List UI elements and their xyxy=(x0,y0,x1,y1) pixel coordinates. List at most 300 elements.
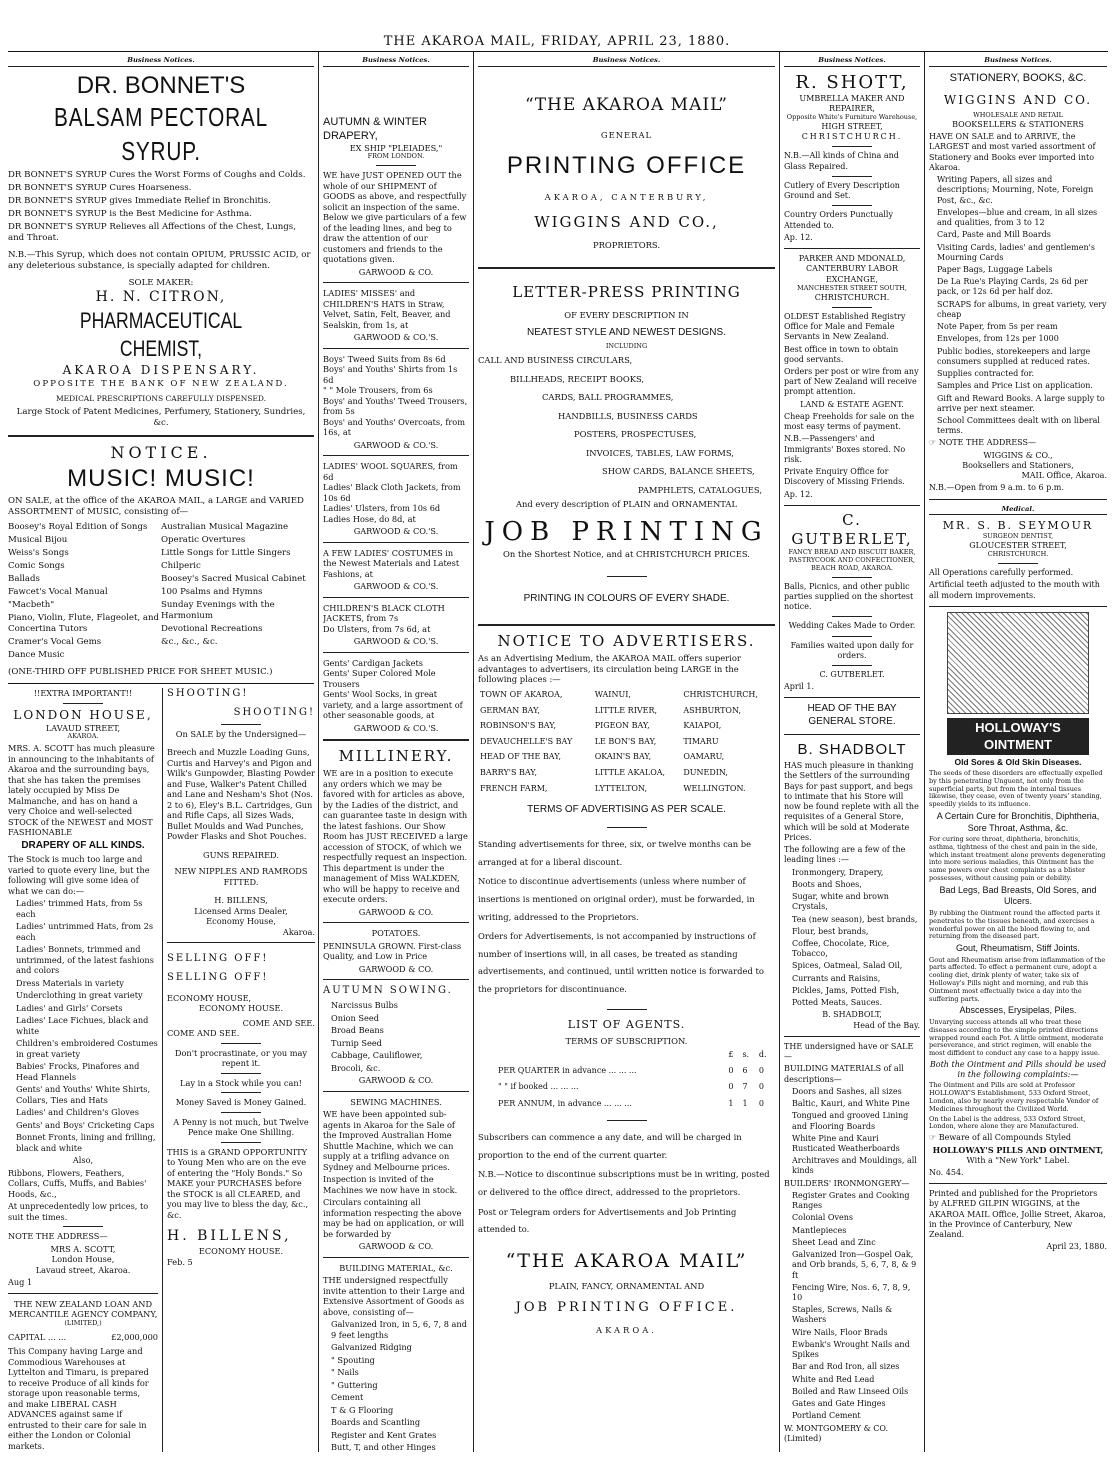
bronchitis-text: For curing sore throat, diphtheria, bronchitis, asthma, tightness of the chest and pain in the side, which instant treatment alone prevents degenerating into more serious maladies, this Ointment has the same powers over chest complaints as a blister possesses, without causing pain or debility. xyxy=(929,835,1106,883)
shott-nb: N.B.—All kinds of China and Glass Repaired. xyxy=(784,151,899,171)
booksellers-stationers: Booksellers and Stationers, xyxy=(962,460,1074,470)
column-1b xyxy=(167,688,315,1452)
money-saved: Money Saved is Money Gained. xyxy=(175,1097,307,1108)
iron-item: Portland Cement xyxy=(792,1411,861,1421)
economy-house: ECONOMY HOUSE, xyxy=(167,992,252,1003)
date: Aug 1 xyxy=(8,1277,33,1288)
enquiry-office: Private Enquiry Office for Discovery of Missing Friends. xyxy=(784,467,905,487)
building-item: Cement xyxy=(331,1392,364,1403)
store-items xyxy=(784,868,920,1009)
beach-road: BEACH ROAD, AKAROA. xyxy=(811,563,893,572)
table-row xyxy=(478,781,775,797)
on-sale: On SALE by the Undersigned— xyxy=(175,728,307,739)
abscesses-text: Unvarying success attends all who treat these diseases according to the simple printed directions wrapped round each Pot. A little ointment, moderate perseverance, and strict regimen, will enable the most diffident to conduct any case to a happy issue. xyxy=(929,1017,1104,1058)
booksellers: BOOKSELLERS & STATIONERS xyxy=(952,119,1084,129)
surgeon-dentist: SURGEON DENTIST, xyxy=(982,532,1054,541)
place: WELLINGTON. xyxy=(683,783,746,793)
item: Bonnet Fronts, lining and frilling, black and white xyxy=(16,1132,156,1153)
material-item: Doors and Sashes, all sizes xyxy=(792,1086,902,1096)
address-line: MRS A. SCOTT, xyxy=(50,1243,116,1254)
cell: 0 xyxy=(758,1082,765,1092)
cell: 0 xyxy=(758,1098,765,1108)
stationery-item: School Committees dealt with on liberal terms. xyxy=(937,416,1100,436)
beware-label: Beware of all Compounds Styled xyxy=(938,1133,1071,1143)
large-stock: Large Stock of Patent Medicines, Perfumery, Stationery, Sundries, &c. xyxy=(16,407,306,429)
pills-sold: The Ointment and Pills are sold at Professor HOLLOWAY'S Establishment, 533 Oxford Street, London, also by nearly every respectable Vendor of Medicines throughout the Civilized World. xyxy=(929,1081,1099,1113)
ribbons: Ribbons, Flowers, Feathers, Collars, Cuffs, Muffs, and Babies' Hoods, &c., xyxy=(8,1167,147,1199)
issue-date: April 23, 1880. xyxy=(1046,1242,1107,1252)
music-item: &c., &c., &c. xyxy=(161,637,218,648)
bonnet-lines xyxy=(8,170,314,244)
date: April 1. xyxy=(784,682,815,692)
place: LITTLE RIVER, xyxy=(594,705,658,715)
billens-signature: H. BILLENS, xyxy=(167,1228,292,1245)
place: OAMARU, xyxy=(683,752,725,762)
limited: (LIMITED,) xyxy=(64,1318,102,1327)
store-item: Sugar, white and brown Crystals, xyxy=(792,892,889,912)
masthead-rule xyxy=(8,51,1108,52)
iron-item: Ewbank's Wrought Nails and Spikes xyxy=(792,1339,910,1360)
come-and-see: COME AND SEE. xyxy=(167,1028,240,1039)
garwood: GARWOOD & CO. xyxy=(358,1241,434,1252)
scott-text: MRS. A. SCOTT has much pleasure in announcing to the inhabitants of Akaroa and the surrounding bays, that she has taken the premises lately occupied by Miss De Malmanche, and has on hand a very Choice and well-selected STOCK of the NEWEST and MOST FASHIONABLE xyxy=(8,743,155,838)
place: WAINUI, xyxy=(594,690,631,699)
garwoods: GARWOOD & CO.'S. xyxy=(353,439,439,450)
table-row xyxy=(478,765,775,781)
date: Feb. 5 xyxy=(167,1256,193,1267)
print-lines xyxy=(478,351,775,499)
christchurch: CHRISTCHURCH. xyxy=(814,292,890,302)
column-2 xyxy=(323,56,469,1452)
building-items xyxy=(323,1319,469,1452)
item: Ladies' Lace Fichues, black and white xyxy=(16,1015,149,1036)
head-of-bay: Head of the Bay. xyxy=(853,1020,920,1030)
date: Ap. 12. xyxy=(784,232,813,242)
note-address: NOTE THE ADDRESS— xyxy=(8,1231,108,1242)
post-telegram: Post or Telegram orders for Advertisements and Job Printing attended to. xyxy=(478,1206,737,1235)
store-item: Tea (new season), best brands, xyxy=(792,914,918,924)
bonnet-line: DR BONNET'S SYRUP Relieves all Affections of the Chest, Lungs, and Throat. xyxy=(8,221,296,243)
iron-item: White and Red Lead xyxy=(792,1374,875,1384)
address-line: London House, xyxy=(51,1254,115,1265)
column-header: £ xyxy=(728,1049,734,1059)
place: FRENCH FARM, xyxy=(480,783,548,793)
notice-advertisers: NOTICE TO ADVERTISERS. xyxy=(497,631,756,650)
section-header: Business Notices. xyxy=(323,56,469,67)
gout-text: Gout and Rheumatism arise from inflammation of the parts affected. To effect a permanent cure, adopt a cooling diet, drink plenty of water, take six of Holloway's Pills night and morning, and rub this Ointment most effectually twice a day into the suffering parts. xyxy=(929,955,1106,1003)
lavaud-street: LAVAUD STREET, xyxy=(45,722,121,733)
sub-label: " " if booked ... ... ... xyxy=(498,1082,579,1092)
table-row xyxy=(478,1047,775,1063)
stock-text: The Stock is much too large and varied to quote every line, but the following will give some idea of what we can do:— xyxy=(8,854,150,896)
cg-signature: C. GUTBERLET. xyxy=(819,669,885,679)
old-sores-heading: Old Sores & Old Skin Diseases. xyxy=(954,757,1082,768)
music-item: Little Songs for Little Singers xyxy=(161,548,291,559)
nipples-ramrods: NEW NIPPLES AND RAMRODS FITTED. xyxy=(174,866,308,887)
job-printing-office: JOB PRINTING OFFICE. xyxy=(515,1300,738,1316)
selling-off: SELLING OFF! xyxy=(167,953,269,965)
mail-office: MAIL Office, Akaroa. xyxy=(1021,471,1107,481)
guns-repaired: GUNS REPAIRED. xyxy=(203,849,279,860)
item: Children's embroidered Costumes in great variety xyxy=(16,1038,158,1059)
costumes: A FEW LADIES' COSTUMES in the Newest Materials and Latest Fashions, at xyxy=(323,547,460,579)
shott: R. SHOTT, xyxy=(795,71,909,93)
country-orders: Country Orders Punctually Attended to. xyxy=(784,210,893,230)
music-item: Operatic Overtures xyxy=(161,535,246,546)
place: BARRY'S BAY, xyxy=(480,767,538,777)
table-row xyxy=(478,1079,775,1095)
bonnet-line: DR BONNET'S SYRUP is the Best Medicine for Asthma. xyxy=(8,208,252,219)
akaroa-mail-footer: “THE AKAROA MAIL” xyxy=(505,1249,748,1272)
letterpress: LETTER-PRESS PRINTING xyxy=(512,282,741,301)
bonnet-line: DR BONNET'S SYRUP gives Immediate Relief in Bronchitis. xyxy=(8,195,271,206)
garwoods: GARWOOD & CO.'S. xyxy=(353,526,439,537)
stationery-item: Visiting Cards, ladies' and gentlemen's Mourning Cards xyxy=(937,242,1095,262)
stationery-item: Public bodies, storekeepers and large consumers supplied at reduced rates. xyxy=(937,346,1091,366)
bonnet-nb: N.B.—This Syrup, which does not contain OPIUM, PRUSSIC ACID, or any deleterious substance, is specially adapted for children. xyxy=(8,249,311,271)
proprietors: PROPRIETORS. xyxy=(592,239,661,250)
divider xyxy=(167,942,315,943)
artificial-teeth: Artificial teeth adjusted to the mouth with all modern improvements. xyxy=(929,580,1100,600)
bronchitis-heading: A Certain Cure for Bronchitis, Diphtheria, Sore Throat, Asthma, &c. xyxy=(936,811,1100,833)
table-row xyxy=(478,734,775,750)
oldest-registry: OLDEST Established Registry Office for Male and Female Servants in New Zealand. xyxy=(784,311,906,342)
iron-item: Register Grates and Cooking Ranges xyxy=(792,1190,910,1211)
colours: PRINTING IN COLOURS OF EVERY SHADE. xyxy=(523,592,730,604)
item: Ladies' trimmed Hats, from 5s each xyxy=(16,898,143,919)
material-item: Architraves and Mouldings, all kinds xyxy=(792,1156,917,1176)
section-header-medical: Medical. xyxy=(929,505,1107,516)
list-of-agents: LIST OF AGENTS. xyxy=(567,1017,686,1031)
come-and-see: COME AND SEE. xyxy=(242,1017,315,1028)
beware xyxy=(929,1133,1107,1143)
table-row xyxy=(478,1063,775,1079)
every-plain: And every description of PLAIN and ORNAMENTAL xyxy=(515,499,738,509)
stationery-item: Note Paper, from 5s per ream xyxy=(937,322,1058,332)
column-divider xyxy=(779,52,780,1452)
bonnet-line: DR BONNET'S SYRUP Cures the Worst Forms of Coughs and Colds. xyxy=(8,169,306,180)
column-1-top xyxy=(8,56,314,680)
seed-item: Onion Seed xyxy=(331,1012,379,1023)
akaroa: Akaroa. xyxy=(282,926,315,937)
best-office: Best office in town to obtain good servants. xyxy=(784,344,899,364)
cell: 1 xyxy=(728,1098,734,1108)
penny: A Penny is not much, but Twelve Pence make One Shilling. xyxy=(173,1116,309,1138)
orders-post: Orders per post or wire from any part of New Zealand will receive prompt attention. xyxy=(784,367,919,397)
store-item: Flour, best brands, xyxy=(792,926,869,936)
christchurch: CHRISTCHURCH. xyxy=(987,550,1049,559)
advertising-text: As an Advertising Medium, the AKAROA MAIL offers superior advantages to advertisers, its circulation being LARGE in the following places :— xyxy=(478,652,741,685)
music-item: Musical Bijou xyxy=(8,535,68,546)
iron-item: Colonial Ovens xyxy=(792,1213,853,1223)
garwoods: GARWOOD & CO.'S. xyxy=(353,636,439,647)
divider xyxy=(784,697,920,698)
divider xyxy=(784,505,920,506)
stationery-item: De La Rue's Playing Cards, 2s 6d per pack, or 12s 6d per half doz. xyxy=(937,277,1088,297)
cell: 0 xyxy=(728,1065,734,1075)
print-line: CALL AND BUSINESS CIRCULARS, xyxy=(478,355,633,366)
table-row xyxy=(478,718,775,734)
column-divider xyxy=(473,52,474,1452)
millinery-heading: MILLINERY. xyxy=(338,747,454,766)
divider xyxy=(323,542,469,543)
print-line: SHOW CARDS, BALANCE SHEETS, xyxy=(602,466,755,477)
table-row xyxy=(478,703,775,719)
divider xyxy=(478,267,775,269)
stationery-item: Envelopes—blue and cream, in all sizes and qualities, from 3 to 12 xyxy=(937,207,1098,228)
note-address-label: NOTE THE ADDRESS— xyxy=(938,438,1036,448)
prescriptions: MEDICAL PRESCRIPTIONS CAREFULLY DISPENSED. xyxy=(55,393,267,403)
divider xyxy=(8,1293,158,1294)
guns-text: Breech and Muzzle Loading Guns, Curtis and Harvey's and Pigon and Wilk's Gunpowder, Blasting Powder and Fuse, Walker's Patent Chilled and Lane and Nesham's Shot (Nos. 2 to 6), Eley's B.L. Cartridges, Gun and Rifle Caps, all Sizes Wads, Bullet Moulds and Wad Punches, Powder Flasks and Shot Pouches. xyxy=(167,747,315,842)
print-line: INVOICES, TABLES, LAW FORMS, xyxy=(586,447,734,458)
divider xyxy=(929,1183,1107,1184)
building-item: " Guttering xyxy=(331,1379,378,1390)
ladies-hats: LADIES' MISSES' and CHILDREN'S HATS in Straw, Velvet, Satin, Felt, Beaver, and Sealskin, from 1s, at xyxy=(323,288,451,330)
section-header: Business Notices. xyxy=(478,56,775,67)
music-item: Devotional Recreations xyxy=(161,624,263,635)
also: Also, xyxy=(72,1155,94,1166)
land-agent: LAND & ESTATE AGENT. xyxy=(800,399,904,409)
music-item: Sunday Evenings with the Harmonium xyxy=(161,600,275,622)
place: DUNEDIN, xyxy=(683,767,728,777)
place: TIMARU xyxy=(683,736,719,746)
music-intro: ON SALE, at the office of the AKAROA MAIL, a LARGE and VARIED ASSORTMENT of MUSIC, consisting of— xyxy=(8,496,304,518)
address-line: Lavaud street, Akaroa. xyxy=(35,1264,131,1275)
store-item: Potted Meats, Sauces. xyxy=(792,998,883,1008)
iron-item: Mantlepieces xyxy=(792,1225,847,1235)
stationery-item: Paper Bags, Luggage Labels xyxy=(937,264,1053,274)
column-5 xyxy=(929,56,1107,1452)
column-header: d. xyxy=(758,1049,767,1059)
item: Underclothing in great variety xyxy=(16,990,143,1001)
print-line: BILLHEADS, RECEIPT BOOKS, xyxy=(510,373,645,384)
column-divider xyxy=(162,688,163,1452)
music-item: Chilperic xyxy=(161,561,201,572)
cutlery: Cutlery of Every Description Ground and Set. xyxy=(784,180,900,201)
economy-house-final: ECONOMY HOUSE. xyxy=(198,1246,284,1257)
akaroa: AKAROA. xyxy=(67,732,99,741)
gents-items: Gents' Cardigan Jackets Gents' Super Colored Mole Trousers Gents' Wool Socks, in great variety, and a large assortment of other seasonable goods, at xyxy=(323,657,463,721)
building-item: Galvanized Iron, in 5, 6, 7, 8 and 9 feet lengths xyxy=(331,1319,467,1340)
families: Families waited upon daily for orders. xyxy=(790,640,914,660)
print-line: CARDS, BALL PROGRAMMES, xyxy=(542,392,674,403)
nb-subscriptions: N.B.—Notice to discontinue subscriptions must be in writing, posted or delivered to the office direct, addressed to the proprietors. xyxy=(478,1169,770,1198)
wholesale: WHOLESALE AND RETAIL xyxy=(973,111,1063,120)
sewing-text: WE have been appointed sub-agents in Akaroa for the Sale of the Improved Australian Home Shuttle Machine, which we can supply at a trifling advance on Sydney and Melbourne prices. xyxy=(323,1109,455,1172)
ointment-label: On the Label is the address, 533 Oxford Street, London, where alone they are Manufactured. xyxy=(929,1114,1086,1131)
item-list xyxy=(8,898,158,1153)
column-header: s. xyxy=(742,1049,750,1059)
citron-title: PHARMACEUTICAL CHEMIST, xyxy=(79,307,243,361)
music-item: Boosey's Royal Edition of Songs xyxy=(8,522,148,533)
divider xyxy=(323,1091,469,1092)
building-item: Boards and Scantling xyxy=(331,1417,421,1428)
capital-label: CAPITAL ... ... xyxy=(8,1331,67,1342)
including: INCLUDING xyxy=(605,342,648,351)
printed-published: Printed and published for the Proprietors by ALFRED GILPIN WIGGINS, at the AKAROA MAIL Office, Jollie Street, Akaroa, in the Province of Canterbury, New Zealand. xyxy=(929,1189,1106,1240)
iron-item: Sheet Lead and Zinc xyxy=(792,1237,876,1247)
seed-item: Turnip Seed xyxy=(331,1037,382,1048)
garwood: GARWOOD & CO. xyxy=(358,1075,434,1086)
stationery-item: Supplies contracted for. xyxy=(937,369,1034,379)
akaroa: AKAROA. xyxy=(596,1324,657,1335)
nb-passengers: N.B.—Passengers' and Immigrants' Boxes stored. No risk. xyxy=(784,434,906,464)
table-row xyxy=(478,687,775,703)
column-4 xyxy=(784,56,920,1452)
section-header: Business Notices. xyxy=(8,56,314,67)
music-item: "Macbeth" xyxy=(8,600,55,611)
subscription-table xyxy=(478,1047,775,1113)
stationery-item: Writing Papers, all sizes and descriptions; Mourning, Note, Foreign Post, &c., &c. xyxy=(937,175,1094,205)
holloway-illustration-icon xyxy=(947,612,1089,714)
nz-loan: THE NEW ZEALAND LOAN AND MERCANTILE AGENCY COMPANY, xyxy=(8,1298,158,1320)
note-address xyxy=(929,438,1107,448)
cell: 1 xyxy=(742,1098,748,1108)
cell: 0 xyxy=(728,1082,734,1092)
music-item: Weiss's Songs xyxy=(8,548,69,559)
labor-exchange: CANTERBURY LABOR EXCHANGE, xyxy=(805,264,899,284)
place: ROBINSON'S BAY, xyxy=(480,721,557,731)
job-printing: JOB PRINTING xyxy=(484,516,769,547)
item: Babies' Frocks, Pinafores and Head Flannels xyxy=(16,1061,140,1082)
high-street: HIGH STREET, xyxy=(821,121,883,131)
stationery-items xyxy=(929,175,1107,436)
selling-off: SELLING OFF! xyxy=(167,971,269,983)
place: DEVAUCHELLE'S BAY xyxy=(480,736,573,746)
lay-in-stock: Lay in a Stock while you can! xyxy=(180,1077,302,1088)
divider xyxy=(8,683,314,684)
inspection: Inspection is invited of the Machines we now have in stock. xyxy=(323,1174,458,1195)
autumn-sowing: AUTUMN SOWING. xyxy=(323,985,453,997)
music-title: MUSIC! MUSIC! xyxy=(67,464,255,492)
store-item: Spices, Oatmeal, Salad Oil, xyxy=(792,961,903,971)
garwood: GARWOOD & CO. xyxy=(358,266,434,277)
music-item: Cramer's Vocal Gems xyxy=(8,637,102,648)
music-item: Australian Musical Magazine xyxy=(161,522,289,533)
cell: 0 xyxy=(758,1065,765,1075)
millinery-text: WE are in a position to execute any orders which we may be favored with for articles as above, by the Ladies of the district, and can guarantee taste in design with the latest fashions. Our Show Room has JUST RECEIVED a large accession of STOCK, of which we respectfully request an inspection. This department is under the management of Miss WALKDEN, who will be happy to receive and execute orders. xyxy=(323,768,468,905)
music-item: Comic Songs xyxy=(8,561,65,572)
divider xyxy=(323,1257,469,1258)
bs-signature: B. SHADBOLT, xyxy=(822,1010,882,1020)
terms-subscription: TERMS OF SUBSCRIPTION. xyxy=(565,1035,688,1046)
divider xyxy=(323,455,469,456)
print-line: PAMPHLETS, CATALOGUES, xyxy=(638,484,763,495)
place: GERMAN BAY, xyxy=(480,705,540,715)
place: LYTTELTON, xyxy=(594,783,648,793)
new-york-label: With a "New York" Label. xyxy=(966,1155,1070,1165)
grand-opportunity: THIS is a GRAND OPPORTUNITY to Young Men who are on the eve of entering the "Holy Bonds." So MAKE your PURCHASES before the STOCK is all CLEARED, and you may live to bless the day, &c., &c. xyxy=(167,1146,309,1220)
autumn-drapery: AUTUMN & WINTER DRAPERY, xyxy=(323,115,427,142)
section-header: Business Notices. xyxy=(784,56,920,67)
music-item: 100 Psalms and Hymns xyxy=(161,587,263,598)
divider xyxy=(323,922,469,923)
material-item: Baltic, Kauri, and White Pine xyxy=(792,1099,910,1109)
divider xyxy=(323,597,469,598)
music-list xyxy=(8,520,314,663)
printing-office: PRINTING OFFICE xyxy=(506,152,747,180)
garwood: GARWOOD & CO. xyxy=(358,906,434,917)
manchester-street: MANCHESTER STREET SOUTH, xyxy=(797,283,907,292)
item: Gents' and Youths' White Shirts, Collars, Ties and Hats xyxy=(16,1084,151,1105)
iron-items xyxy=(784,1191,920,1422)
seed-item: Brocoli, &c. xyxy=(331,1062,381,1073)
material-items xyxy=(784,1087,920,1177)
item: Dress Materials in variety xyxy=(16,977,124,988)
building-text: THE undersigned respectfully invite attention to their Large and Extensive Assortment of Goods as above, consisting of— xyxy=(323,1275,465,1317)
music-item: Ballads xyxy=(8,574,40,585)
undersigned: THE undersigned have or SALE— xyxy=(784,1041,914,1062)
place: HEAD OF THE BAY, xyxy=(480,752,562,762)
billens-name: H. BILLENS, xyxy=(214,895,268,906)
pointing-hand-icon: ☞ xyxy=(929,438,937,448)
freeholds: Cheap Freeholds for sale on the most easy terms of payment. xyxy=(784,411,915,432)
iron-item: Fencing Wire, Nos. 6, 7, 8, 9, 10 xyxy=(792,1282,911,1303)
gutberlet: C. GUTBERLET, xyxy=(791,510,913,548)
neatest-style: NEATEST STYLE AND NEWEST DESIGNS. xyxy=(527,326,726,338)
divider xyxy=(929,606,1107,607)
seed-list xyxy=(323,1000,469,1073)
item: Ladies' untrimmed Hats, from 2s each xyxy=(16,921,154,942)
bonnet-line: DR BONNET'S SYRUP Cures Hoarseness. xyxy=(8,182,192,193)
iron-item: Staples, Screws, Nails & Washers xyxy=(792,1305,893,1325)
place: PIGEON BAY, xyxy=(594,721,650,731)
ex-ship: EX SHIP "PLEIADES," xyxy=(349,142,443,153)
parker-mdonald: PARKER AND MDONALD, xyxy=(798,254,906,264)
store-item: Ironmongery, Drapery, xyxy=(792,867,884,877)
divider xyxy=(323,348,469,349)
gout-heading: Gout, Rheumatism, Stiff Joints. xyxy=(956,943,1080,954)
sub-label: PER ANNUM, in advance ... ... ... xyxy=(498,1098,632,1108)
place: TOWN OF AKAROA, xyxy=(480,690,563,699)
material-item: White Pine and Kauri Rusticated Weatherboards xyxy=(792,1133,900,1153)
pointing-hand-icon: ☞ xyxy=(929,1133,937,1143)
music-item: Fawcet's Vocal Manual xyxy=(8,587,108,598)
garwoods: GARWOOD & CO.'S. xyxy=(353,332,439,343)
capital-value: £2,000,000 xyxy=(111,1331,158,1342)
store-item: Coffee, Chocolate, Rice, Tobacco, xyxy=(792,938,890,959)
divider xyxy=(8,435,314,437)
opposite-whites: Opposite White's Furniture Warehouse, xyxy=(786,113,918,122)
item: Gents' and Boys' Cricketing Caps xyxy=(16,1119,155,1130)
iron-item: Wire Nails, Floor Brads xyxy=(792,1327,888,1337)
gloucester-street: GLOUCESTER STREET, xyxy=(969,541,1067,551)
discontinue: Notice to discontinue advertisements (unless where number of insertions is mentioned on original order), must be forwarded, in writing, addressed to the Proprietors. xyxy=(478,876,755,922)
column-1a xyxy=(8,688,158,1452)
print-line: HANDBILLS, BUSINESS CARDS xyxy=(558,410,698,421)
have-on-sale: HAVE ON SALE and to ARRIVE, the LARGEST and most varied assortment of Stationery and Books ever imported into Akaroa. xyxy=(929,132,1096,172)
divider xyxy=(784,1036,920,1037)
economy-house: ECONOMY HOUSE. xyxy=(198,1003,284,1014)
place: OKAIN'S BAY, xyxy=(594,752,652,762)
stationery-item: Samples and Price List on application. xyxy=(937,381,1093,391)
abscesses-heading: Abscesses, Erysipelas, Piles. xyxy=(959,1005,1077,1016)
divider xyxy=(784,248,920,249)
table-row xyxy=(478,1096,775,1112)
building-materials: BUILDING MATERIALS of all descriptions— xyxy=(784,1064,904,1084)
stationery-item: Envelopes, from 12s per 1000 xyxy=(937,334,1059,344)
building-item: T & G Flooring xyxy=(331,1404,394,1415)
builders-ironmongery: BUILDERS' IRONMONGERY— xyxy=(784,1178,910,1188)
section-header: Business Notices. xyxy=(929,56,1107,67)
building-item: Galvanized Ridging xyxy=(331,1342,412,1353)
montgomery: W. MONTGOMERY & CO. (Limited) xyxy=(784,1423,888,1443)
head-bay-store: HEAD OF THE BAY GENERAL STORE. xyxy=(807,703,897,728)
cell: 7 xyxy=(742,1082,748,1092)
general: GENERAL xyxy=(600,130,653,141)
shadbolt-text: HAS much pleasure in thanking the Settlers of the surrounding Bays for past support, and begs to intimate that his Store will now be found replete with all the requisites of a General Store, which will be sold at Moderate Prices. xyxy=(784,761,919,842)
